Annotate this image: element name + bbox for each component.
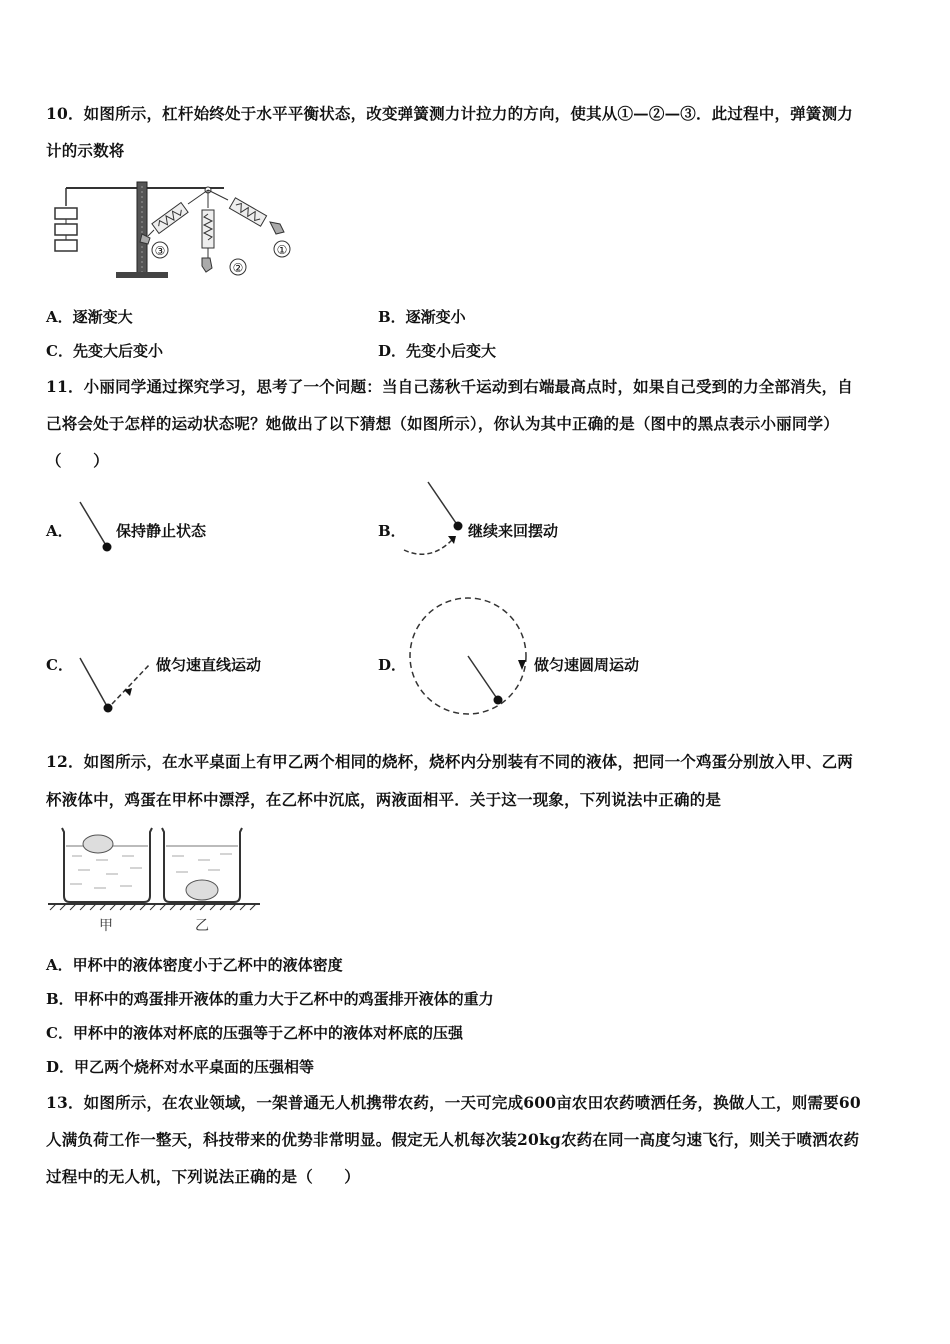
q10-label-2: ② — [232, 261, 244, 275]
q12-option-a[interactable]: A．甲杯中的液体密度小于乙杯中的液体密度 — [46, 956, 343, 974]
q11-figure-d — [402, 596, 534, 720]
q12-option-d[interactable]: D．甲乙两个烧杯对水平桌面的压强相等 — [46, 1058, 315, 1076]
q11-option-a-text: 保持静止状态 — [116, 522, 207, 540]
q11-option-a[interactable]: A． — [46, 522, 73, 540]
q11-figure-b — [400, 478, 470, 560]
q12-label-jia: 甲 — [99, 918, 113, 934]
q11-stem-line3: （ ） — [46, 451, 109, 470]
q12-label-yi: 乙 — [195, 918, 209, 934]
q11-option-b-text: 继续来回摆动 — [468, 522, 559, 540]
q12-stem-line2: 杯液体中，鸡蛋在甲杯中漂浮，在乙杯中沉底，两液面相平．关于这一现象，下列说法中正确的是 — [46, 790, 722, 809]
q11-option-d[interactable]: D． — [378, 656, 407, 674]
q10-option-d[interactable]: D．先变小后变大 — [378, 342, 497, 360]
q11-option-b[interactable]: B． — [378, 522, 406, 540]
q12-beakers-figure — [48, 826, 262, 936]
q12-option-c[interactable]: C．甲杯中的液体对杯底的压强等于乙杯中的液体对杯底的压强 — [46, 1024, 463, 1042]
q10-lever-figure — [48, 178, 308, 290]
q12-stem-line1: 12．如图所示，在水平桌面上有甲乙两个相同的烧杯，烧杯内分别装有不同的液体，把同一个鸡蛋分别放入甲、乙两 — [46, 752, 853, 771]
q10-option-c[interactable]: C．先变大后变小 — [46, 342, 163, 360]
q10-label-1: ① — [276, 243, 288, 257]
q13-stem-line1: 13．如图所示，在农业领域，一架普通无人机携带农药，一天可完成600亩农田农药喷洒任务，换做人工，则需要60 — [46, 1093, 861, 1112]
q11-stem-line1: 11．小丽同学通过探究学习，思考了一个问题：当自己荡秋千运动到右端最高点时，如果自己受到的力全部消失，自 — [46, 377, 853, 396]
q11-option-d-text: 做匀速圆周运动 — [534, 656, 640, 674]
q13-stem-line3: 过程中的无人机，下列说法正确的是（ ） — [46, 1167, 361, 1186]
q10-stem-line1: 10．如图所示，杠杆始终处于水平平衡状态，改变弹簧测力计拉力的方向，使其从①—②—③．此过程中，弹簧测力 — [46, 104, 853, 123]
q13-stem-line2: 人满负荷工作一整天，科技带来的优势非常明显。假定无人机每次装20kg农药在同一高度匀速飞行，则关于喷洒农药 — [46, 1130, 860, 1149]
q10-option-a[interactable]: A．逐渐变大 — [46, 308, 133, 326]
q10-option-b[interactable]: B．逐渐变小 — [378, 308, 466, 326]
q11-option-c-text: 做匀速直线运动 — [156, 656, 262, 674]
q10-label-3: ③ — [154, 244, 166, 258]
q12-option-b[interactable]: B．甲杯中的鸡蛋排开液体的重力大于乙杯中的鸡蛋排开液体的重力 — [46, 990, 494, 1008]
q11-figure-c — [76, 650, 156, 718]
q11-option-c[interactable]: C． — [46, 656, 73, 674]
q10-stem-line2: 计的示数将 — [46, 141, 125, 160]
q11-figure-a — [76, 498, 116, 558]
q11-stem-line2: 己将会处于怎样的运动状态呢？她做出了以下猜想（如图所示），你认为其中正确的是（图中的黑点表示小丽同学） — [46, 414, 839, 433]
